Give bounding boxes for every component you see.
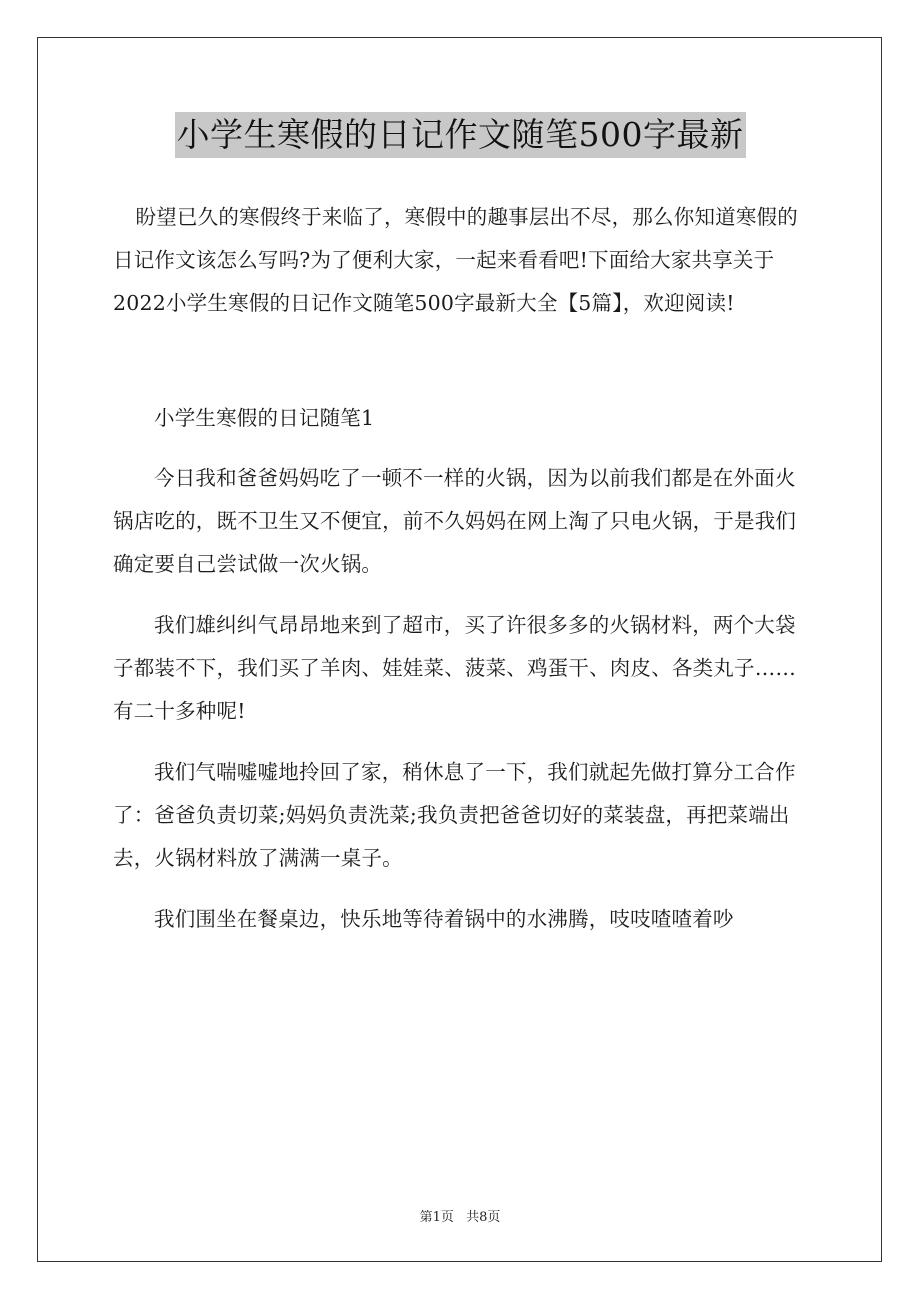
page-number: 第1页 (419, 1210, 454, 1225)
body-paragraph: 我们气喘嘘嘘地拎回了家，稍休息了一下，我们就起先做打算分工合作了：爸爸负责切菜;妈妈负责洗菜;我负责把爸爸切好的菜装盘，再把菜端出去，火锅材料放了满满一桌子。 (113, 760, 796, 870)
section-heading: 小学生寒假的日记随笔1 (154, 406, 375, 430)
document-body (113, 196, 809, 959)
body-paragraph: 我们雄纠纠气昂昂地来到了超市，买了许很多多的火锅材料，两个大袋子都装不下，我们买了羊肉、娃娃菜、菠菜、鸡蛋干、肉皮、各类丸子……有二十多种呢! (113, 613, 797, 723)
document-title: 小学生寒假的日记作文随笔500字最新 (175, 112, 746, 158)
body-paragraph: 我们围坐在餐桌边，快乐地等待着锅中的水沸腾，吱吱喳喳着吵 (154, 907, 734, 931)
intro-paragraph: 盼望已久的寒假终于来临了，寒假中的趣事层出不尽，那么你知道寒假的日记作文该怎么写吗?为了便利大家，一起来看看吧!下面给大家共享关于2022小学生寒假的日记作文随笔500字最新大全【5篇】，欢迎阅读! (113, 205, 798, 315)
body-paragraph: 今日我和爸爸妈妈吃了一顿不一样的火锅，因为以前我们都是在外面火锅店吃的，既不卫生又不便宜，前不久妈妈在网上淘了只电火锅，于是我们确定要自己尝试做一次火锅。 (113, 466, 797, 576)
title-container (0, 112, 920, 158)
page-total: 共8页 (466, 1210, 501, 1225)
page-footer (0, 1206, 920, 1225)
